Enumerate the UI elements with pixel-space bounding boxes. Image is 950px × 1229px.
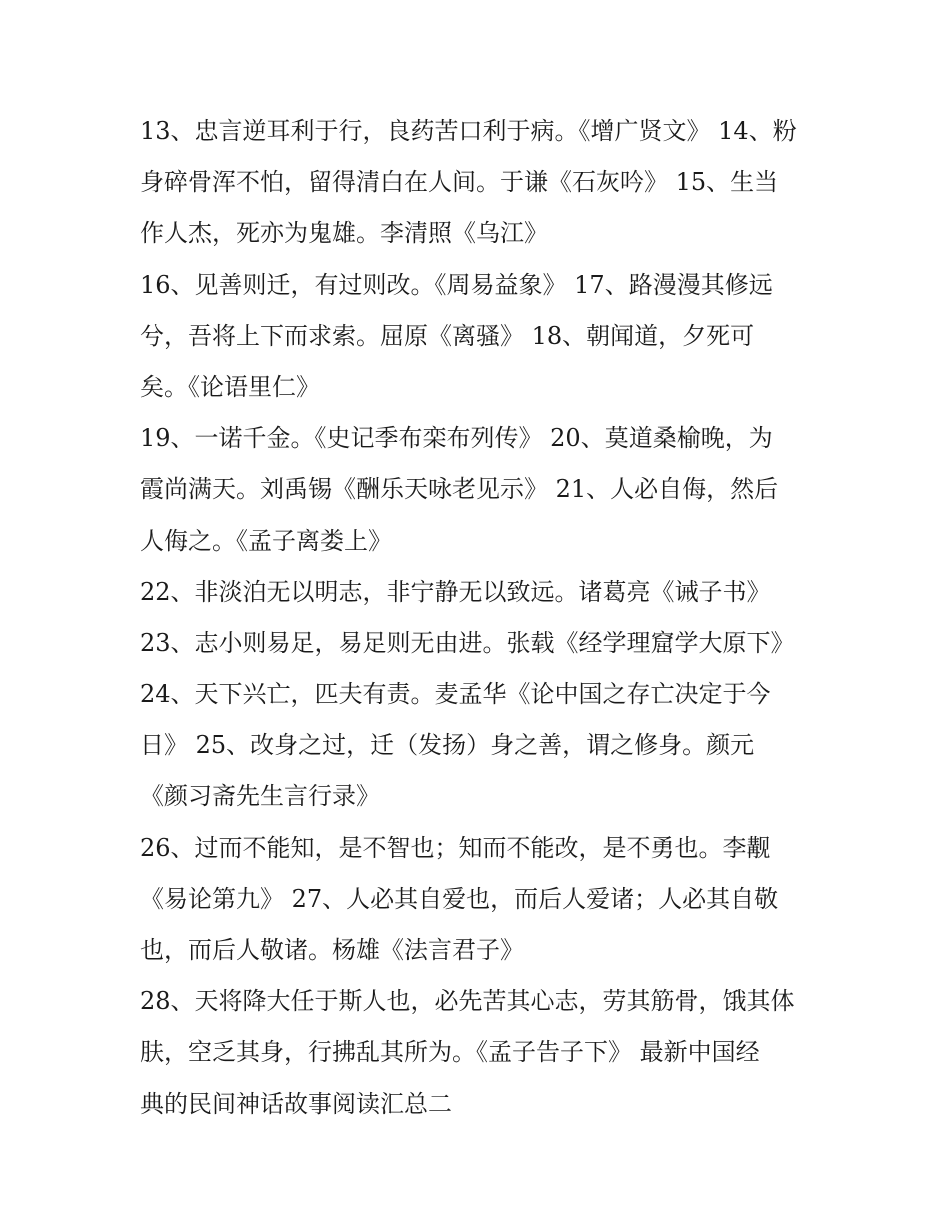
text-line: 肤，空乏其身，行拂乱其所为。《孟子告子下》 最新中国经 — [140, 1038, 760, 1067]
text-line: 作人杰，死亦为鬼雄。李清照《乌江》 — [140, 219, 548, 248]
text-line: 兮，吾将上下而求索。屈原《离骚》 18、朝闻道，夕死可 — [140, 321, 755, 350]
text-line: 26、过而不能知，是不智也；知而不能改，是不勇也。李觏 — [140, 833, 771, 862]
quote-text-block — [140, 106, 820, 1130]
text-line: 24、天下兴亡，匹夫有责。麦孟华《论中国之存亡决定于今 — [140, 680, 771, 709]
text-line: 《易论第九》 27、人必其自爱也，而后人爱诸；人必其自敬 — [140, 884, 779, 913]
text-line: 典的民间神话故事阅读汇总二 — [140, 1089, 452, 1118]
text-line: 22、非淡泊无以明志，非宁静无以致远。诸葛亮《诫子书》 — [140, 577, 771, 606]
text-line: 霞尚满天。刘禹锡《酬乐天咏老见示》 21、人必自侮，然后 — [140, 475, 779, 504]
text-line: 13、忠言逆耳利于行，良药苦口利于病。《增广贤文》 14、粉 — [140, 117, 797, 145]
text-line: 《颜习斋先生言行录》 — [140, 782, 380, 811]
text-line: 19、一诺千金。《史记季布栾布列传》 20、莫道桑榆晚，为 — [140, 424, 773, 453]
text-line: 矣。《论语里仁》 — [140, 372, 320, 401]
text-line: 16、见善则迁，有过则改。《周易益象》 17、路漫漫其修远 — [140, 270, 773, 299]
text-line: 日》 25、改身之过，迁（发扬）身之善，谓之修身。颜元 — [140, 731, 755, 760]
text-line: 身碎骨浑不怕，留得清白在人间。于谦《石灰吟》 15、生当 — [140, 168, 779, 197]
text-line: 28、天将降大任于斯人也，必先苦其心志，劳其筋骨，饿其体 — [140, 987, 795, 1016]
text-line: 人侮之。《孟子离娄上》 — [140, 526, 392, 555]
text-line: 23、志小则易足，易足则无由进。张载《经学理窟学大原下》 — [140, 628, 795, 657]
text-line: 也，而后人敬诸。杨雄《法言君子》 — [140, 936, 524, 964]
